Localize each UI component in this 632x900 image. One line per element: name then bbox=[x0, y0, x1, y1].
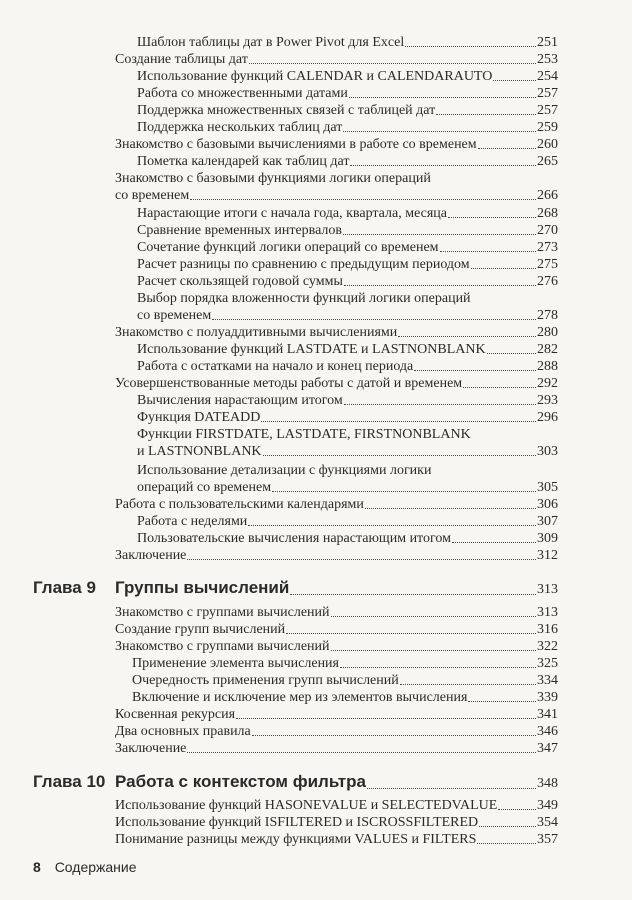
toc-entry-title: Работа с неделями bbox=[137, 514, 248, 529]
toc-entry-page: 309 bbox=[537, 531, 558, 546]
toc-entry bbox=[115, 706, 558, 723]
toc-entry bbox=[137, 85, 558, 102]
chapter-9-page: 313 bbox=[537, 582, 558, 597]
toc-entry-title-line2: со временем bbox=[137, 308, 212, 323]
chapter-10-heading bbox=[115, 772, 558, 794]
dot-leader bbox=[249, 62, 536, 64]
toc-entry bbox=[137, 222, 558, 239]
toc-entry bbox=[137, 119, 558, 136]
toc-entry-page: 325 bbox=[537, 656, 558, 671]
page-number: 8 bbox=[33, 859, 41, 875]
toc-entry-page: 306 bbox=[537, 497, 558, 512]
toc-entry-title: Шаблон таблицы дат в Power Pivot для Excel bbox=[137, 35, 405, 50]
toc-entry bbox=[137, 239, 558, 256]
dot-leader bbox=[479, 825, 536, 827]
toc-entry-page: 273 bbox=[537, 240, 558, 255]
dot-leader bbox=[471, 267, 536, 269]
dot-leader bbox=[477, 842, 536, 844]
toc-entry-page: 339 bbox=[537, 690, 558, 705]
toc-entry-page: 257 bbox=[537, 103, 558, 118]
dot-leader bbox=[290, 593, 536, 595]
dot-leader bbox=[365, 507, 536, 509]
toc-entry-title: Пользовательские вычисления нарастающим итогом bbox=[137, 531, 451, 546]
dot-leader bbox=[349, 96, 536, 98]
toc-entry-title-line1: Выбор порядка вложенности функций логики операций bbox=[137, 291, 471, 306]
toc-entry bbox=[137, 409, 558, 426]
toc-entry bbox=[132, 689, 558, 706]
toc-entry bbox=[137, 273, 558, 290]
toc-entry-page: 275 bbox=[537, 257, 558, 272]
dot-leader bbox=[190, 198, 536, 200]
toc-entry-title: Понимание разницы между функциями VALUES и FILTERS bbox=[115, 832, 477, 847]
toc-entry bbox=[132, 672, 558, 689]
toc-entry-title: Расчет скользящей годовой суммы bbox=[137, 274, 343, 289]
toc-entry-title: Заключение bbox=[115, 548, 187, 563]
toc-entry-page: 334 bbox=[537, 673, 558, 688]
toc-entry-title-line1: Функции FIRSTDATE, LASTDATE, FIRSTNONBLANK bbox=[137, 427, 471, 442]
dot-leader bbox=[343, 233, 536, 235]
toc-entry-page: 305 bbox=[537, 480, 558, 495]
dot-leader bbox=[400, 683, 536, 685]
toc-entry-title: Пометка календарей как таблиц дат bbox=[137, 154, 350, 169]
toc-entry-title: Усовершенствованные методы работы с датой и временем bbox=[115, 376, 463, 391]
page-footer bbox=[33, 859, 137, 875]
dot-leader bbox=[236, 717, 536, 719]
toc-entry-title: Знакомство с группами вычислений bbox=[115, 605, 330, 620]
toc-entry-title: Сочетание функций логики операций со временем bbox=[137, 240, 439, 255]
toc-entry bbox=[115, 723, 558, 740]
dot-leader bbox=[187, 558, 536, 560]
toc-entry-page: 282 bbox=[537, 342, 558, 357]
chapter-9-title: Группы вычислений bbox=[115, 578, 290, 597]
toc-entry bbox=[137, 102, 558, 119]
toc-entry-title: Работа со множественными датами bbox=[137, 86, 348, 101]
toc-entry-page: 253 bbox=[537, 52, 558, 67]
toc-entry-page: 341 bbox=[537, 707, 558, 722]
toc-entry-page: 280 bbox=[537, 325, 558, 340]
toc-entry-title: Создание групп вычислений bbox=[115, 622, 286, 637]
toc-entry-page: 268 bbox=[537, 206, 558, 221]
toc-entry-title: Знакомство с группами вычислений bbox=[115, 639, 330, 654]
chapter-10-label: Глава 10 bbox=[33, 772, 106, 791]
toc-entry bbox=[115, 621, 558, 638]
dot-leader bbox=[331, 615, 536, 617]
toc-entry-title: Использование функций ISFILTERED и ISCROSSFILTERED bbox=[115, 815, 479, 830]
toc-entry-title: Работа с остатками на начало и конец периода bbox=[137, 359, 414, 374]
toc-entry-page: 278 bbox=[537, 308, 558, 323]
toc-entry-page: 349 bbox=[537, 798, 558, 813]
toc-entry-page: 270 bbox=[537, 223, 558, 238]
toc-entry bbox=[115, 797, 558, 814]
toc-entry-page: 303 bbox=[537, 444, 558, 459]
dot-leader bbox=[498, 808, 536, 810]
dot-leader bbox=[344, 403, 536, 405]
toc-entry-page: 346 bbox=[537, 724, 558, 739]
toc-entry bbox=[137, 392, 558, 409]
toc-entry bbox=[137, 513, 558, 530]
dot-leader bbox=[398, 335, 536, 337]
toc-entry-page: 251 bbox=[537, 35, 558, 50]
toc-entry bbox=[137, 205, 558, 222]
toc-entry-title: Включение и исключение мер из элементов вычисления bbox=[132, 690, 468, 705]
dot-leader bbox=[436, 113, 536, 115]
footer-label: Содержание bbox=[54, 859, 137, 875]
toc-entry-title-line2: со временем bbox=[115, 188, 190, 203]
toc-entry bbox=[115, 638, 558, 655]
toc-entry-title: Расчет разницы по сравнению с предыдущим периодом bbox=[137, 257, 470, 272]
dot-leader bbox=[212, 318, 536, 320]
chapter-9-heading bbox=[115, 578, 558, 600]
toc-entry bbox=[115, 604, 558, 621]
toc-entry-page: 322 bbox=[537, 639, 558, 654]
toc-entry-multiline bbox=[137, 426, 558, 460]
toc-entry-page: 354 bbox=[537, 815, 558, 830]
dot-leader bbox=[493, 79, 536, 81]
toc-entry-page: 260 bbox=[537, 137, 558, 152]
toc-entry bbox=[115, 51, 558, 68]
dot-leader bbox=[343, 130, 536, 132]
dot-leader bbox=[248, 524, 536, 526]
toc-entry-title: Знакомство с базовыми вычислениями в работе со временем bbox=[115, 137, 477, 152]
toc-entry-page: 312 bbox=[537, 548, 558, 563]
toc-entry bbox=[115, 375, 558, 392]
toc-entry-title: Создание таблицы дат bbox=[115, 52, 248, 67]
toc-entry-page: 357 bbox=[537, 832, 558, 847]
toc-entry-page: 266 bbox=[537, 188, 558, 203]
dot-leader bbox=[452, 541, 536, 543]
toc-entry bbox=[115, 136, 558, 153]
toc-entry-multiline bbox=[137, 290, 558, 324]
toc-entry-title: Сравнение временных интервалов bbox=[137, 223, 343, 238]
toc-entry bbox=[115, 496, 558, 513]
dot-leader bbox=[414, 369, 536, 371]
dot-leader bbox=[344, 284, 536, 286]
toc-entry bbox=[115, 740, 558, 757]
toc-entry-page: 293 bbox=[537, 393, 558, 408]
dot-leader bbox=[448, 216, 536, 218]
dot-leader bbox=[261, 420, 536, 422]
dot-leader bbox=[331, 649, 536, 651]
toc-entry bbox=[132, 655, 558, 672]
toc-entry-title: Поддержка нескольких таблиц дат bbox=[137, 120, 343, 135]
dot-leader bbox=[478, 147, 536, 149]
toc-entry bbox=[137, 530, 558, 547]
toc-entry bbox=[115, 547, 558, 564]
toc-entry-title: Косвенная рекурсия bbox=[115, 707, 236, 722]
toc-entry-title-line1: Использование детализации с функциями логики bbox=[137, 463, 432, 478]
dot-leader bbox=[463, 386, 536, 388]
toc-entry-title: Заключение bbox=[115, 741, 187, 756]
chapter-10-page: 348 bbox=[537, 776, 558, 791]
toc-entry-page: 254 bbox=[537, 69, 558, 84]
toc-entry-title: Два основных правила bbox=[115, 724, 251, 739]
toc-entry bbox=[137, 153, 558, 170]
toc-entry-title-line2: операций со временем bbox=[137, 480, 272, 495]
dot-leader bbox=[440, 250, 536, 252]
toc-entry-title-line2: и LASTNONBLANK bbox=[137, 444, 262, 459]
toc-entry bbox=[137, 34, 558, 51]
toc-entry bbox=[137, 358, 558, 375]
toc-entry-page: 292 bbox=[537, 376, 558, 391]
toc-entry-multiline bbox=[115, 170, 558, 204]
toc-entry-title: Использование функций LASTDATE и LASTNONBLANK bbox=[137, 342, 486, 357]
dot-leader bbox=[468, 700, 536, 702]
toc-entry-multiline bbox=[137, 462, 558, 496]
toc-entry-page: 307 bbox=[537, 514, 558, 529]
dot-leader bbox=[187, 751, 536, 753]
toc-entry-page: 347 bbox=[537, 741, 558, 756]
toc-entry-title: Нарастающие итоги с начала года, квартала, месяца bbox=[137, 206, 447, 221]
dot-leader bbox=[263, 454, 536, 456]
toc-entry-page: 316 bbox=[537, 622, 558, 637]
toc-entry bbox=[137, 341, 558, 358]
toc-entry-title: Вычисления нарастающим итогом bbox=[137, 393, 343, 408]
toc-entry bbox=[137, 68, 558, 85]
toc-entry-title: Функция DATEADD bbox=[137, 410, 261, 425]
dot-leader bbox=[350, 164, 536, 166]
toc-entry bbox=[115, 814, 558, 831]
toc-entry-title: Работа с пользовательскими календарями bbox=[115, 497, 364, 512]
toc-entry-title-line1: Знакомство с базовыми функциями логики операций bbox=[115, 171, 431, 186]
toc-entry bbox=[137, 256, 558, 273]
dot-leader bbox=[367, 787, 536, 789]
toc-entry-page: 288 bbox=[537, 359, 558, 374]
dot-leader bbox=[405, 45, 536, 47]
dot-leader bbox=[272, 490, 536, 492]
dot-leader bbox=[487, 352, 536, 354]
toc-entry-title: Использование функций CALENDAR и CALENDARAUTO bbox=[137, 69, 493, 84]
toc-entry-title: Использование функций HASONEVALUE и SELECTEDVALUE bbox=[115, 798, 498, 813]
dot-leader bbox=[286, 632, 536, 634]
toc-entry-page: 265 bbox=[537, 154, 558, 169]
toc-entry-page: 313 bbox=[537, 605, 558, 620]
toc-entry bbox=[115, 831, 558, 848]
toc-entry-title: Поддержка множественных связей с таблицей дат bbox=[137, 103, 436, 118]
toc-entry-title: Очередность применения групп вычислений bbox=[132, 673, 399, 688]
dot-leader bbox=[252, 734, 536, 736]
toc-entry-title: Знакомство с полуаддитивными вычислениями bbox=[115, 325, 398, 340]
chapter-10-title: Работа с контекстом фильтра bbox=[115, 772, 366, 791]
chapter-9-label: Глава 9 bbox=[33, 578, 96, 597]
toc-entry-page: 257 bbox=[537, 86, 558, 101]
toc-entry bbox=[115, 324, 558, 341]
toc-entry-page: 259 bbox=[537, 120, 558, 135]
dot-leader bbox=[340, 666, 536, 668]
toc-entry-page: 276 bbox=[537, 274, 558, 289]
toc-entry-title: Применение элемента вычисления bbox=[132, 656, 339, 671]
toc-entry-page: 296 bbox=[537, 410, 558, 425]
